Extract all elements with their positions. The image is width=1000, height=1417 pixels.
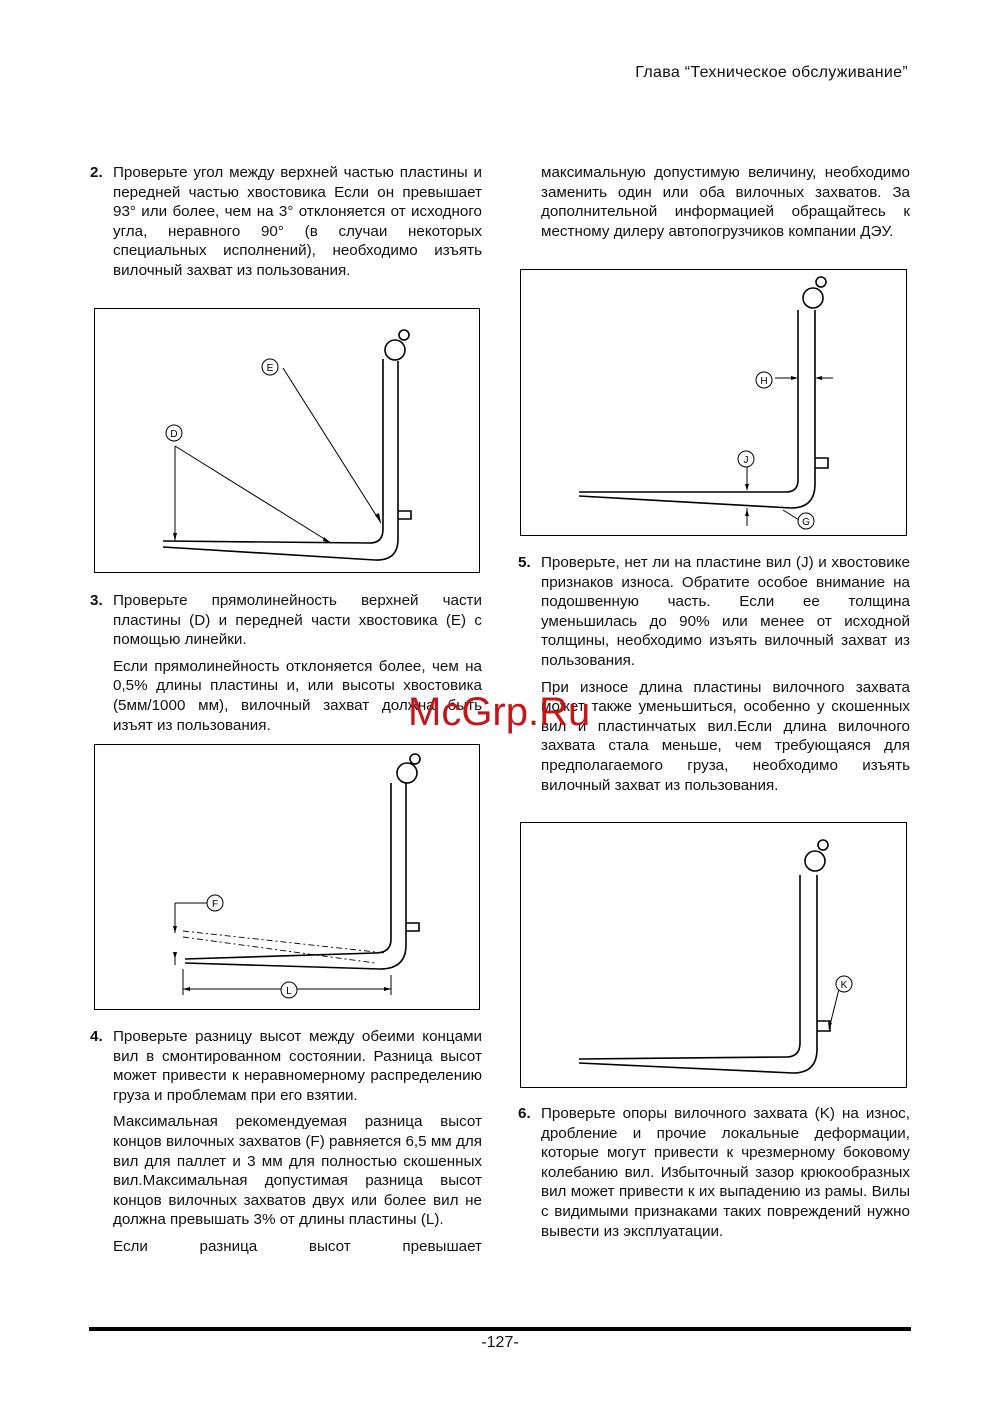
fork-diagram [521,823,906,1087]
item-text: Проверьте опоры вилочного захвата (K) на износ, дробление и прочие локальные деформации, которые могут привести к чрезмерному боковому колебанию вил. Избыточный зазор крюкообразных вил может привести к их выпадению из рамы. Вилы с видимыми признаками таких повреждений нужно вывести из эксплуатации. [541,1105,910,1240]
figure-fork-support [520,822,907,1088]
item-text-3: Если разница высот превышает [113,1237,482,1255]
right-column-mid [518,553,910,802]
chapter-header: Глава “Техническое обслуживание” [635,64,908,81]
fork-diagram [95,309,479,572]
item-6 [518,1104,910,1241]
item-text: Проверьте прямолинейность верхней части пластины (D) и передней части хвостовика (E) с помощью линейки. [113,592,482,649]
item-number: 6. [518,1105,531,1122]
item-text-2: Максимальная рекомендуемая разница высот концов вилочных захватов (F) равняется 6,5 мм для вил для паллет и 3 мм для полностью скошенных вил.Максимальная допустимая разница высот концов вилочных захватов двух или более вил не должна превышать 3% от длины пластины (L). [113,1113,482,1229]
item-text-2: Если прямолинейность отклоняется более, чем на 0,5% длины пластины и, или высоты хвостовика (5мм/1000 мм), вилочный захват должна быть изъят из пользования. [113,657,482,734]
item-text: Проверьте разницу высот между обеими концами вил в смонтированном состоянии. Разница высот может привести к неравномерному распределению груза и проблемам при его взятии. [113,1028,482,1104]
right-column-top [518,163,910,248]
label-l: L [286,986,292,997]
item-4-continued [518,163,910,241]
item-number: 4. [90,1028,103,1045]
item-number: 3. [90,592,103,609]
fork-diagram [521,270,906,535]
item-text: Проверьте, нет ли на пластине вил (J) и хвостовике признаков износа. Обратите особое внимание на подошвенную часть. Если ее толщина уменьшилась до 90% или менее от исходной толщины, необходимо изъять вилочный захват из пользования. [541,554,910,669]
left-column-top [90,163,482,288]
fork-diagram [95,745,479,1009]
left-column-bottom [90,1027,482,1264]
right-column-bottom [518,1104,910,1248]
figure-angle-check [94,308,480,573]
figure-wear-check [520,269,907,536]
footer-rule [89,1327,911,1331]
figure-height-difference [94,744,480,1010]
label-g: G [802,517,810,528]
item-5 [518,553,910,795]
watermark: McGrp.Ru [408,690,591,734]
label-e: E [266,363,274,374]
item-number: 5. [518,554,531,571]
continued-text: максимальную допустимую величину, необходимо заменить один или оба вилочных захватов. За дополнительной информацией обращайтесь к местному дилеру автопогрузчиков компании ДЭУ. [541,164,910,240]
label-j: J [743,455,749,466]
item-2 [90,163,482,281]
item-text: Проверьте угол между верхней частью пластины и передней частью хвостовика Если он превышает 93° или более, чем на 3° отклоняется от исходного угла, неравного 90° (в случаи некоторых специальных исполнений), необходимо изъять вилочный захват из пользования. [113,164,482,279]
label-d: D [170,429,178,440]
item-4 [90,1027,482,1257]
label-f: F [211,899,219,910]
item-text-2: При износе длина пластины вилочного захвата может также уменьшиться, особенно у скошенных вил и пластинчатых вил.Если длина вилочного захвата стала меньше, чем требующаяся для предполагаемого груза, необходимо изъять вилочный захват из пользования. [541,678,910,794]
label-h: H [760,376,768,387]
item-number: 2. [90,164,103,181]
page-number: -127- [481,1334,519,1351]
label-k: K [840,980,848,991]
